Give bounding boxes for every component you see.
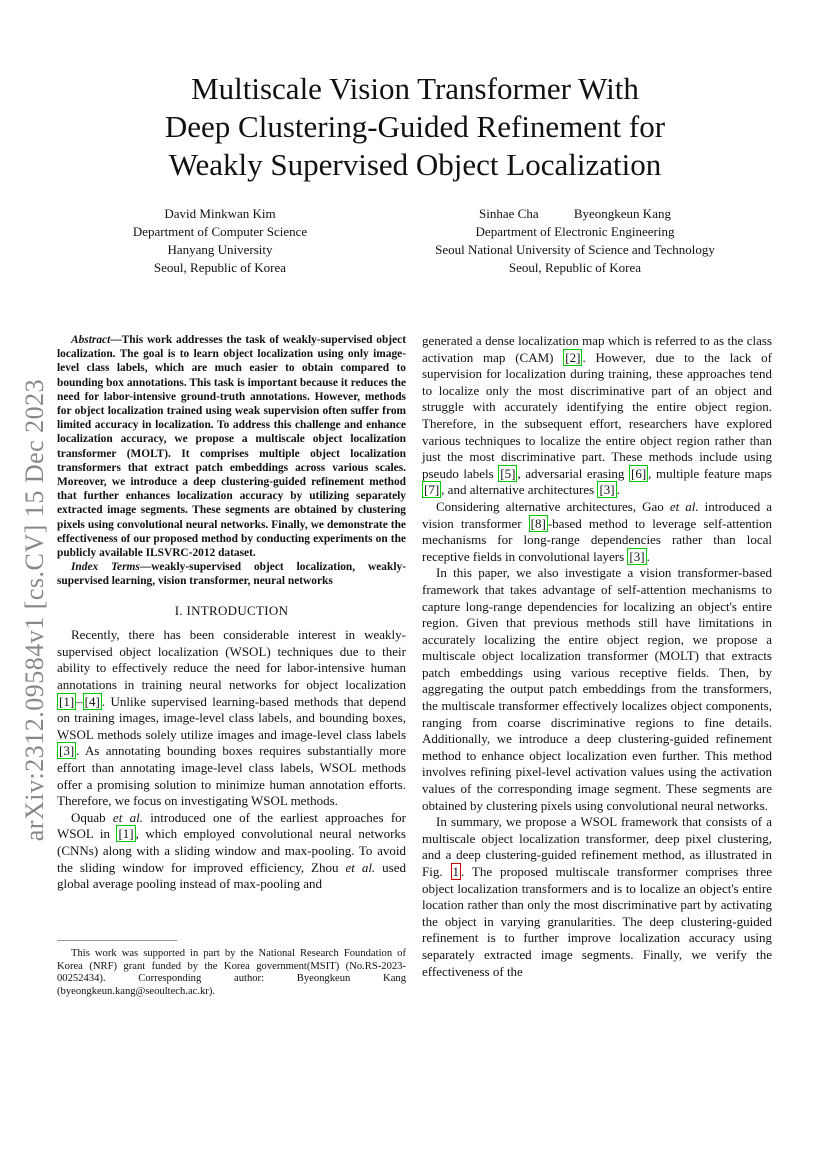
affiliation-department: Department of Electronic Engineering xyxy=(475,224,675,239)
figure-link[interactable]: 1 xyxy=(452,864,459,879)
author-block-kim xyxy=(100,205,340,277)
et-al: et al. xyxy=(112,809,143,825)
arxiv-stamp-container xyxy=(18,360,52,860)
et-al: et al. xyxy=(669,498,699,514)
right-column xyxy=(422,333,772,980)
abstract xyxy=(57,333,406,560)
text-run: . xyxy=(646,548,650,564)
citation-link[interactable]: [1] xyxy=(59,693,75,709)
affiliation-institution: Hanyang University xyxy=(167,242,273,257)
footnote-rule xyxy=(57,940,177,941)
text-run: Recently, there has been considerable interest in weakly-supervised object localization (WSOL) techniques due to their ability to effectively reduce the need for labor-intensive human annotations in training neural networks for object localization xyxy=(57,627,406,693)
abstract-lead: Abstract xyxy=(71,334,111,346)
intro-paragraph-1 xyxy=(57,627,406,810)
intro-paragraph-4 xyxy=(422,499,772,565)
citation-link[interactable]: [4] xyxy=(84,693,100,709)
author-block-cha-kang xyxy=(375,205,775,277)
affiliation-institution: Seoul National University of Science and Technology xyxy=(435,242,715,257)
citation-link[interactable]: [2] xyxy=(565,349,581,365)
author-name: Sinhae Cha xyxy=(479,206,539,221)
text-run: – xyxy=(76,693,83,709)
text-run: . As annotating bounding boxes requires substantially more effort than annotating image-level class labels, WSOL methods offer a promising solution to minimize human annotation efforts. Therefore, we focus on investigating WSOL methods. xyxy=(57,743,406,809)
author-name: David Minkwan Kim xyxy=(164,206,276,221)
text-run: . However, due to the lack of supervision for localization during training, these approaches tend to localize only the most discriminative part of an object and struggle with accurately identifying the entire object region. Therefore, in the subsequent effort, researchers have explored various techniques to localize the entire object region rather than just the most discriminative part. These methods include using pseudo labels xyxy=(422,349,772,481)
title-line: Deep Clustering-Guided Refinement for xyxy=(164,109,666,144)
author-name: Byeongkeun Kang xyxy=(573,206,671,221)
section-heading-introduction: I. INTRODUCTION xyxy=(174,602,289,618)
funding-footnote: This work was supported in part by the National Research Foundation of Korea (NRF) grant funded by the Korea government(MSIT) (No.RS-2023-00252434). Corresponding author: Byeongkeun Kang (byeongkeun.kang@seoultech.ac.kr). xyxy=(57,948,406,997)
text-run: . The proposed multiscale transformer comprises three object localization transformers and is to localize an object's entire location rather than only the most discriminative part by activating the object in varying granularities. The deep clustering-guided refinement is to further improve localization accuracy using separately extracted image segments. Finally, we verify the effectiveness of the xyxy=(422,864,773,979)
et-al: et al. xyxy=(345,859,376,875)
text-run: introduced one of the earliest approaches for WSOL in xyxy=(57,809,406,842)
citation-link[interactable]: [1] xyxy=(118,826,134,842)
intro-paragraph-5: In this paper, we also investigate a vision transformer-based framework that takes advantage of self-attention mechanisms to capture long-range dependencies for localizing an object's entire region. Given that previous methods still have limitations in accurately localizing the entire object region, we propose a multiscale object localization transformer (MOLT) that extracts patch embeddings using various receptive fields. Then, by aggregating the output patch embeddings from the transformers, the multiscale transformer effectively localizes object components, ranging from coarse discriminative regions to fine details. Additionally, we introduce a deep clustering-guided refinement method to enhance object localization even further. This method involves refining pixel-level activation values using the activation values of the corresponding image segment. These segments are obtained by clustering pixels using convolutional neural networks. xyxy=(422,565,772,813)
citation-link[interactable]: [8] xyxy=(530,515,546,531)
index-terms-text: —weakly-supervised object localization, weakly-supervised learning, vision transformer, neural networks xyxy=(57,561,406,588)
title-line: Multiscale Vision Transformer With xyxy=(191,71,639,106)
text-run: introduced a vision transformer xyxy=(422,498,772,531)
author-names xyxy=(375,205,775,223)
affiliation-department: Department of Computer Science xyxy=(132,224,308,239)
text-run: , adversarial erasing xyxy=(517,465,629,481)
title-line: Weakly Supervised Object Localization xyxy=(168,147,662,182)
affiliation-location: Seoul, Republic of Korea xyxy=(153,260,287,275)
text-run: . xyxy=(616,482,620,498)
text-run: , and alternative architectures xyxy=(441,482,598,498)
index-terms xyxy=(57,560,406,588)
citation-link[interactable]: [6] xyxy=(631,465,647,481)
text-run: , which employed convolutional neural networks (CNNs) along with a sliding window and max-pooling. To avoid the sliding window for improved efficiency, Zhou xyxy=(57,826,406,875)
text-run: generated a dense localization map which is referred to as the class activation map (CAM) xyxy=(422,333,772,365)
text-run: Considering alternative architectures, Gao xyxy=(436,498,670,514)
left-column xyxy=(57,333,406,893)
intro-paragraph-6 xyxy=(422,814,772,980)
intro-paragraph-3 xyxy=(422,333,772,499)
author-names xyxy=(100,205,340,223)
abstract-text: —This work addresses the task of weakly-supervised object localization. The goal is to learn object localization using only image-level class labels, which are much easier to obtain compared to bounding box annotations. This task is important because it reduces the need for labor-intensive ground-truth annotations. However, methods for object localization trained using weak supervision often suffer from limited accuracy in localization. To address this challenge and enhance localization accuracy, we propose a multiscale object localization transformer (MOLT). It comprises multiple object localization transformers that extract patch embeddings across various scales. Moreover, we introduce a deep clustering-guided refinement method that further enhances localization accuracy by utilizing separately extracted image segments. These segments are obtained by clustering pixels using convolutional neural networks. Finally, we demonstrate the effectiveness of our proposed method by conducting experiments on the publicly available ILSVRC-2012 dataset. xyxy=(57,334,406,560)
text-run: -based method to leverage self-attention mechanisms for long-range dependencies rather than local receptive fields in convolutional layers xyxy=(422,515,772,564)
arxiv-stamp: arXiv:2312.09584v1 [cs.CV] 15 Dec 2023 xyxy=(20,378,49,842)
citation-link[interactable]: [3] xyxy=(59,743,75,759)
paper-title xyxy=(90,70,740,184)
index-terms-lead: Index Terms xyxy=(71,561,140,574)
text-run: In summary, we propose a WSOL framework that consists of a multiscale object localization transformer, deep pixel clustering, and a deep clustering-guided refinement method, as illustrated in Fig. xyxy=(422,814,772,879)
citation-link[interactable]: [3] xyxy=(599,482,615,498)
text-run: used global average pooling instead of max-pooling and xyxy=(57,859,406,892)
text-run: Oquab xyxy=(71,809,113,825)
citation-link[interactable]: [7] xyxy=(424,482,440,498)
citation-link[interactable]: [3] xyxy=(629,548,645,564)
citation-link[interactable]: [5] xyxy=(500,465,516,481)
affiliation-location: Seoul, Republic of Korea xyxy=(508,260,642,275)
text-run: . Unlike supervised learning-based methods that depend on training images, image-level class labels, and bounding boxes, WSOL methods solely utilize images and image-level class labels xyxy=(57,693,406,742)
text-run: , multiple feature maps xyxy=(648,465,772,481)
intro-paragraph-2 xyxy=(57,810,406,893)
